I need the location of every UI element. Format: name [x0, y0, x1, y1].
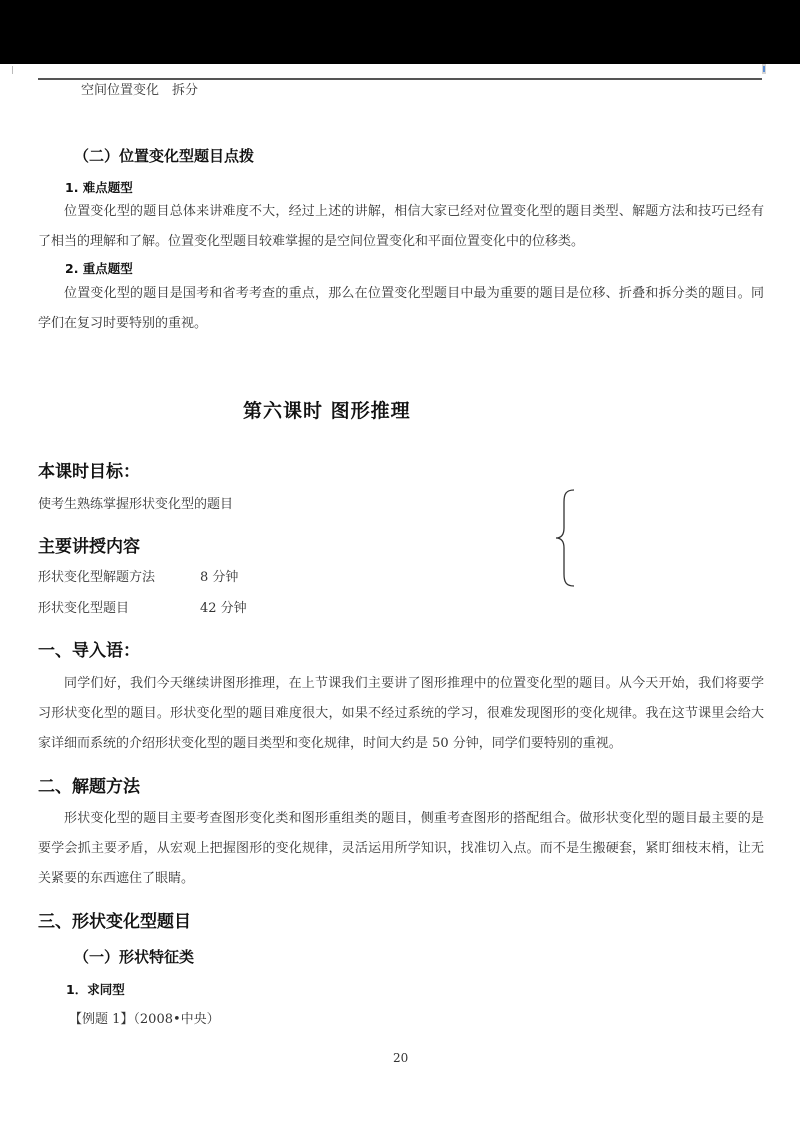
- problems-heading: 三、形状变化型题目: [38, 912, 191, 932]
- header-rule: [38, 78, 762, 80]
- section-tips-title: （二）位置变化型题目点拨: [74, 147, 255, 165]
- lesson-title: 第六课时 图形推理: [243, 400, 411, 422]
- carry-over-line: 空间位置变化 拆分: [81, 83, 199, 98]
- tip-label-key: 2. 重点题型: [65, 261, 133, 276]
- top-black-bar: [0, 0, 800, 64]
- objective-heading: 本课时目标：: [38, 462, 140, 482]
- problems-sub-heading: （一）形状特征类: [74, 948, 195, 966]
- content-heading: 主要讲授内容: [38, 537, 140, 557]
- tip-label-difficult: 1. 难点题型: [65, 180, 133, 195]
- tip-text-key: 位置变化型的题目是国考和省考考查的重点，那么在位置变化型题目中最为重要的题目是位移、折叠和拆分类的题目。同学们在复习时要特别的重视。: [38, 286, 764, 331]
- page-corner-mark-left: [12, 66, 13, 74]
- intro-text: 同学们好，我们今天继续讲图形推理，在上节课我们主要讲了图形推理中的位置变化型的题目。从今天开始，我们将要学习形状变化型的题目。形状变化型的题目难度很大，如果不经过系统的学习，很难发现图形的变化规律。我在这节课里会给大家详细而系统的介绍形状变化型的题目类型和变化规律，时间大约是 50 分钟，同学们要特别的重视。: [38, 676, 764, 751]
- example-label: 【例题 1】（2008•中央）: [69, 1012, 220, 1027]
- method-heading: 二、解题方法: [38, 777, 140, 797]
- tip-text-difficult: 位置变化型的题目总体来讲难度不大，经过上述的讲解，相信大家已经对位置变化型的题目类型、解题方法和技巧已经有了相当的理解和了解。位置变化型题目较难掌握的是空间位置变化和平面位置变化中的位移类。: [38, 204, 764, 249]
- problems-item-label: 1．求同型: [66, 982, 125, 997]
- content-item-name: 形状变化型解题方法: [38, 570, 156, 585]
- content-item-name: 形状变化型题目: [38, 601, 130, 616]
- method-text: 形状变化型的题目主要考查图形变化类和图形重组类的题目，侧重考查图形的搭配组合。做形状变化型的题目最主要的是要学会抓主要矛盾，从宏观上把握图形的变化规律，灵活运用所学知识，找准切入点。而不是生搬硬套，紧盯细枝末梢，让无关紧要的东西遮住了眼睛。: [38, 811, 764, 886]
- intro-heading: 一、导入语：: [38, 641, 140, 661]
- objective-text: 使考生熟练掌握形状变化型的题目: [38, 497, 234, 512]
- content-item-duration: 8 分钟: [200, 570, 239, 585]
- page-number: 20: [393, 1051, 409, 1065]
- curly-brace-icon: [552, 488, 582, 588]
- text-cursor-marker: [762, 64, 766, 74]
- content-item-duration: 42 分钟: [200, 601, 247, 616]
